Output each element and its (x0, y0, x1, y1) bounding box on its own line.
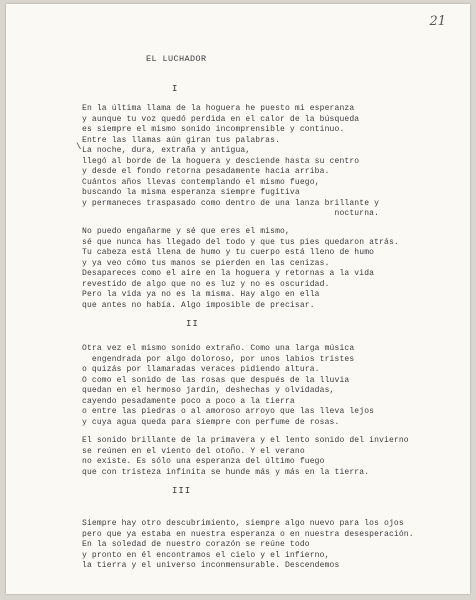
section-2-stanza-2 (82, 436, 409, 478)
verse-line: no existe. Es sólo una esperanza del último fuego (82, 457, 325, 466)
verse-line: y desde el fondo retorna pesadamente hacia arriba. (82, 167, 330, 176)
verse-line: es siempre el mismo sonido incomprensible y continuo. (82, 125, 345, 134)
verse-line: En la soledad de nuestro corazón se reúne todo (82, 540, 310, 549)
verse-line: Siempre hay otro descubrimiento, siempre algo nuevo para los ojos (82, 519, 404, 528)
verse-line: que con tristeza infinita se hunde más y más en la tierra. (82, 467, 370, 477)
page-number: 21 (429, 14, 446, 29)
verse-line: o entre las piedras o al amoroso arroyo que las lleva lejos (82, 407, 375, 416)
verse-line: o quizás por llamaradas veraces pidiendo altura. (82, 365, 320, 374)
verse-line: nocturna. (82, 209, 380, 218)
verse-line: se reúnen en el viento del otoño. Y el verano (82, 446, 305, 456)
verse-line: y aunque tu voz quedó perdida en el calor de la búsqueda (82, 114, 360, 124)
verse-line: Cuántos años llevas contemplando el mismo fuego, (82, 177, 320, 187)
verse-line: Otra vez el mismo sonido extraño. Como una larga música (82, 344, 355, 353)
section-3-stanza-1 (82, 519, 414, 572)
section-heading-3: III (172, 486, 192, 496)
poem-title: EL LUCHADOR (146, 54, 207, 64)
verse-line: sé que nunca has llegado del todo y que tus pies quedaron atrás. (82, 237, 399, 247)
verse-line: y pronto en él encontramos el cielo y el infierno, (82, 550, 330, 560)
section-heading-1: I (172, 84, 179, 94)
verse-line: O como el sonido de las rosas que después de la lluvia (82, 375, 350, 385)
verse-line: En la última llama de la hoguera he puesto mi esperanza (82, 104, 355, 113)
margin-correction-mark: \ (76, 142, 82, 152)
verse-line: Tu cabeza está llena de humo y tu cuerpo está lleno de humo (82, 248, 375, 257)
verse-line: llegó al borde de la hoguera y desciende hasta su centro (82, 156, 360, 166)
verse-line: Desapareces como el aire en la hoguera y retornas a la vida (82, 269, 375, 278)
verse-line: Entre las llamas aún giran tus palabras. (82, 135, 281, 145)
verse-line: pero que ya estaba en nuestra esperanza o en nuestra desesperación. (82, 529, 414, 539)
verse-line: quedan en el hermoso jardín, deshechas y olvidadas, (82, 386, 335, 395)
verse-line: que antes no había. Algo imposible de precisar. (82, 300, 315, 310)
verse-line: Pero la vida ya no es la misma. Hay algo en ella (82, 290, 320, 299)
verse-line: engendrada por algo doloroso, por unos labios tristes (82, 354, 355, 364)
verse-line: y ya veo cómo tus manos se pierden en las cenizas. (82, 258, 330, 268)
verse-line: No puedo engañarme y sé que eres el mismo, (82, 227, 290, 236)
section-1-stanza-2 (82, 227, 399, 311)
verse-line: y permaneces traspasado como dentro de una lanza brillante y (82, 198, 380, 208)
verse-line: buscando la misma esperanza siempre fugitiva (82, 188, 300, 197)
verse-line: El sonido brillante de la primavera y el lento sonido del invierno (82, 436, 409, 445)
section-2-stanza-1 (82, 344, 374, 428)
section-1-stanza-1 (82, 104, 379, 220)
verse-line: y cuya agua queda para siempre con perfume de rosas. (82, 417, 340, 427)
verse-line: La noche, dura, extraña y antigua, (82, 146, 251, 155)
section-heading-2: II (186, 319, 199, 329)
verse-line: la tierra y el universo inconmensurable. Descendemos (82, 561, 340, 570)
verse-line: cayendo pesadamente poco a poco a la tierra (82, 396, 295, 406)
verse-line: revestido de algo que no es luz y no es oscuridad. (82, 279, 330, 289)
typewritten-page (6, 4, 470, 594)
